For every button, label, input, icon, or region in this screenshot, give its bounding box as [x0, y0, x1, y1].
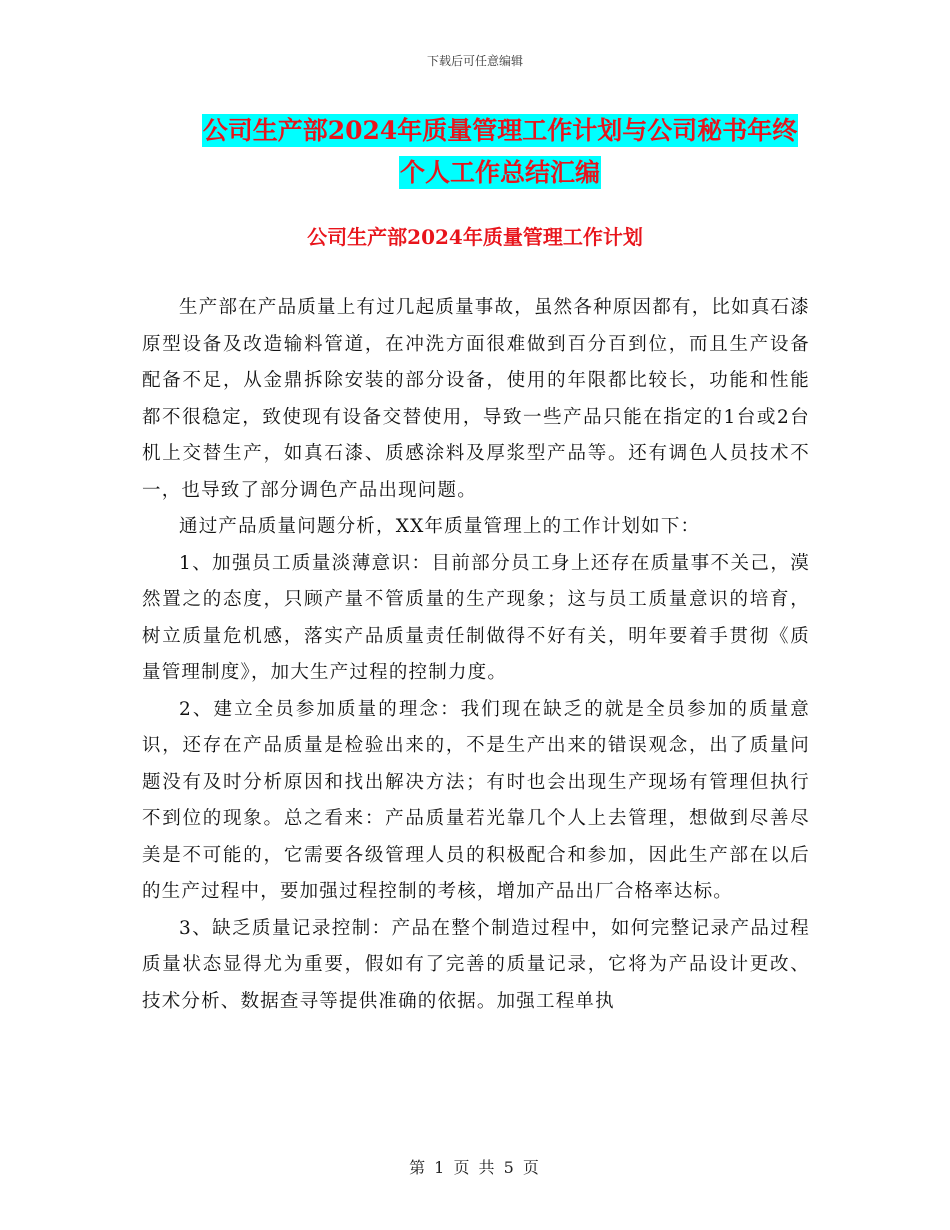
paragraph-item-2: 2、建立全员参加质量的理念：我们现在缺乏的就是全员参加的质量意识，还存在产品质量是检验出来的，不是生产出来的错误观念，出了质量问题没有及时分析原因和找出解决方法；有时也会出现生产现场有管理但执行不到位的现象。总之看来：产品质量若光靠几个人上去管理，想做到尽善尽美是不可能的，它需要各级管理人员的积极配合和参加，因此生产部在以后的生产过程中，要加强过程控制的考核，增加产品出厂合格率达标。	[142, 698, 810, 902]
document-title	[140, 110, 860, 194]
document-body	[142, 290, 810, 1020]
section-title: 公司生产部2024年质量管理工作计划	[307, 225, 643, 249]
document-title-line-2: 个人工作总结汇编	[399, 158, 600, 187]
page-footer: 第 1 页 共 5 页	[409, 1158, 541, 1177]
paragraph-item-3: 3、缺乏质量记录控制：产品在整个制造过程中，如何完整记录产品过程质量状态显得尤为重要，假如有了完善的质量记录，它将为产品设计更改、技术分析、数据查寻等提供准确的依据。加强工程单执	[142, 917, 810, 1012]
document-title-line-1: 公司生产部2024年质量管理工作计划与公司秘书年终	[202, 116, 798, 145]
header-note: 下载后可任意编辑	[426, 54, 523, 68]
paragraph-intro: 生产部在产品质量上有过几起质量事故，虽然各种原因都有，比如真石漆原型设备及改造输料管道，在冲洗方面很难做到百分百到位，而且生产设备配备不足，从金鼎拆除安装的部分设备，使用的年限都比较长，功能和性能都不很稳定，致使现有设备交替使用，导致一些产品只能在指定的1台或2台机上交替生产，如真石漆、质感涂料及厚浆型产品等。还有调色人员技术不一，也导致了部分调色产品出现问题。	[142, 297, 810, 501]
paragraph-analysis: 通过产品质量问题分析，XX年质量管理上的工作计划如下：	[179, 516, 701, 537]
paragraph-item-1: 1、加强员工质量淡薄意识：目前部分员工身上还存在质量事不关己，漠然置之的态度，只顾产量不管质量的生产现象；这与员工质量意识的培育，树立质量危机感，落实产品质量责任制做得不好有关，明年要着手贯彻《质量管理制度》，加大生产过程的控制力度。	[142, 552, 810, 683]
